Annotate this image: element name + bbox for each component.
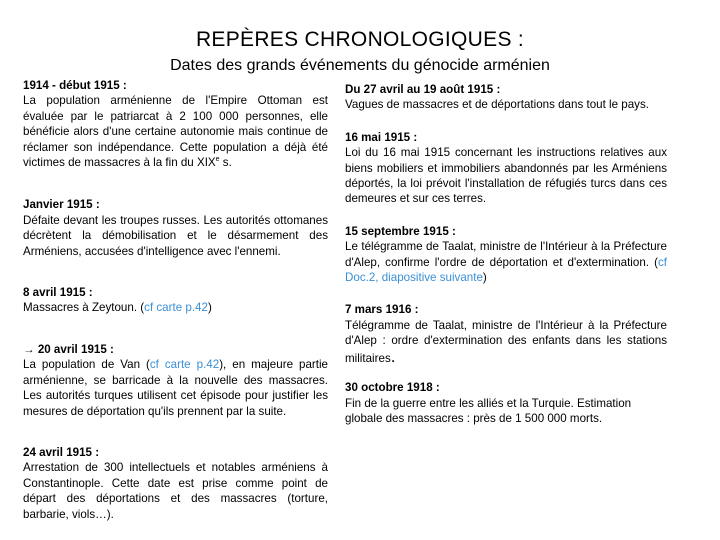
map-reference-link[interactable]: cf carte p.42 xyxy=(144,301,208,315)
entry-janvier-1915 xyxy=(23,197,328,259)
entry-text-end: ) xyxy=(207,301,212,315)
entry-text xyxy=(23,93,328,170)
entry-text-main: Le télégramme de Taalat, ministre de l'Intérieur à la Préfecture d'Alep, confirme l'ordre de déportation et d'extermination. ( xyxy=(345,240,667,269)
entry-text xyxy=(345,239,667,285)
entry-text xyxy=(23,300,328,315)
entry-text-main: La population de Van ( xyxy=(23,358,150,372)
entry-date: 24 avril 1915 : xyxy=(23,445,100,459)
entry-24-avril-1915 xyxy=(23,445,328,522)
document-reference-link[interactable]: cf Doc.2, diapositive suivante xyxy=(345,255,667,285)
entry-text-main: Massacres à Zeytoun. ( xyxy=(23,301,145,315)
right-column xyxy=(345,82,667,426)
entry-30-octobre-1918 xyxy=(345,380,667,426)
entry-8-avril-1915 xyxy=(23,285,328,316)
entry-date: 1914 - début 1915 : xyxy=(23,79,127,92)
entry-text: Défaite devant les troupes russes. Les autorités ottomanes décrètent la démobilisation et le désarmement des Arméniens, accusées d'intelligence avec l'ennemi. xyxy=(23,213,328,258)
entry-7-mars-1916 xyxy=(345,302,667,366)
entry-date: 16 mai 1915 : xyxy=(345,130,418,144)
entry-text xyxy=(23,357,328,419)
entry-text: Loi du 16 mai 1915 concernant les instructions relatives aux biens mobiliers et immobiliers abandonnés par les Arméniens déportés, la loi prévoit l'installation de réfugiés turcs dans ces demeures et sur ces terres. xyxy=(345,146,667,206)
century-superscript: e xyxy=(215,156,220,164)
entry-1914 xyxy=(23,78,328,170)
entry-date: Du 27 avril au 19 août 1915 : xyxy=(345,83,501,96)
entry-text-main: La population arménienne de l'Empire Ottoman est évaluée par le patriarcat à 2 100 000 personnes, elle bénéficie alors d'une certaine autonomie mais continue de réclamer son indépendance. Cette population a déjà été victimes de massacres à la fin du XIX xyxy=(23,94,328,170)
entry-text-end: ) xyxy=(482,271,487,285)
page-title: REPÈRES CHRONOLOGIQUES : xyxy=(195,28,525,51)
entry-date: → 20 avril 1915 : xyxy=(23,342,114,356)
entry-text: Arrestation de 300 intellectuels et notables arméniens à Constantinople. Cette date est prise comme point de départ des déportations et des massacres (torture, barbarie, viols…). xyxy=(23,461,328,521)
map-reference-link[interactable]: cf carte p.42 xyxy=(149,358,220,372)
entry-15-septembre-1915 xyxy=(345,224,667,286)
entry-text xyxy=(345,318,667,366)
entry-date: 30 octobre 1918 : xyxy=(345,381,440,395)
entry-20-avril-1915 xyxy=(23,342,328,419)
entry-date: Janvier 1915 : xyxy=(23,198,100,212)
entry-date: 15 septembre 1915 : xyxy=(345,224,456,238)
entry-text: Fin de la guerre entre les alliés et la Turquie. Estimation globale des massacres : près de 1 500 000 morts. xyxy=(345,396,632,425)
entry-text-end: ), en majeure partie arménienne, se barricade à la nouvelle des massacres. Les autorités turques utilisent cet épisode pour justifier les mesures de déportation qu'ils prennent par la suite. xyxy=(23,358,328,418)
left-column xyxy=(23,78,328,522)
entry-date: 8 avril 1915 : xyxy=(23,286,93,300)
entry-text-end: . xyxy=(390,346,396,366)
entry-text-end: s. xyxy=(219,156,232,170)
entry-16-mai-1915 xyxy=(345,130,667,207)
entry-avril-aout-1915 xyxy=(345,82,667,113)
entry-text: Vagues de massacres et de déportations dans tout le pays. xyxy=(345,98,649,112)
entry-text-main: Télégramme de Taalat, ministre de l'Intérieur à la Préfecture d'Alep : ordre d'extermination des enfants dans les stations militaires xyxy=(345,318,667,365)
page-subtitle: Dates des grands événements du génocide arménien xyxy=(170,57,550,74)
entry-date: 7 mars 1916 : xyxy=(345,303,419,317)
